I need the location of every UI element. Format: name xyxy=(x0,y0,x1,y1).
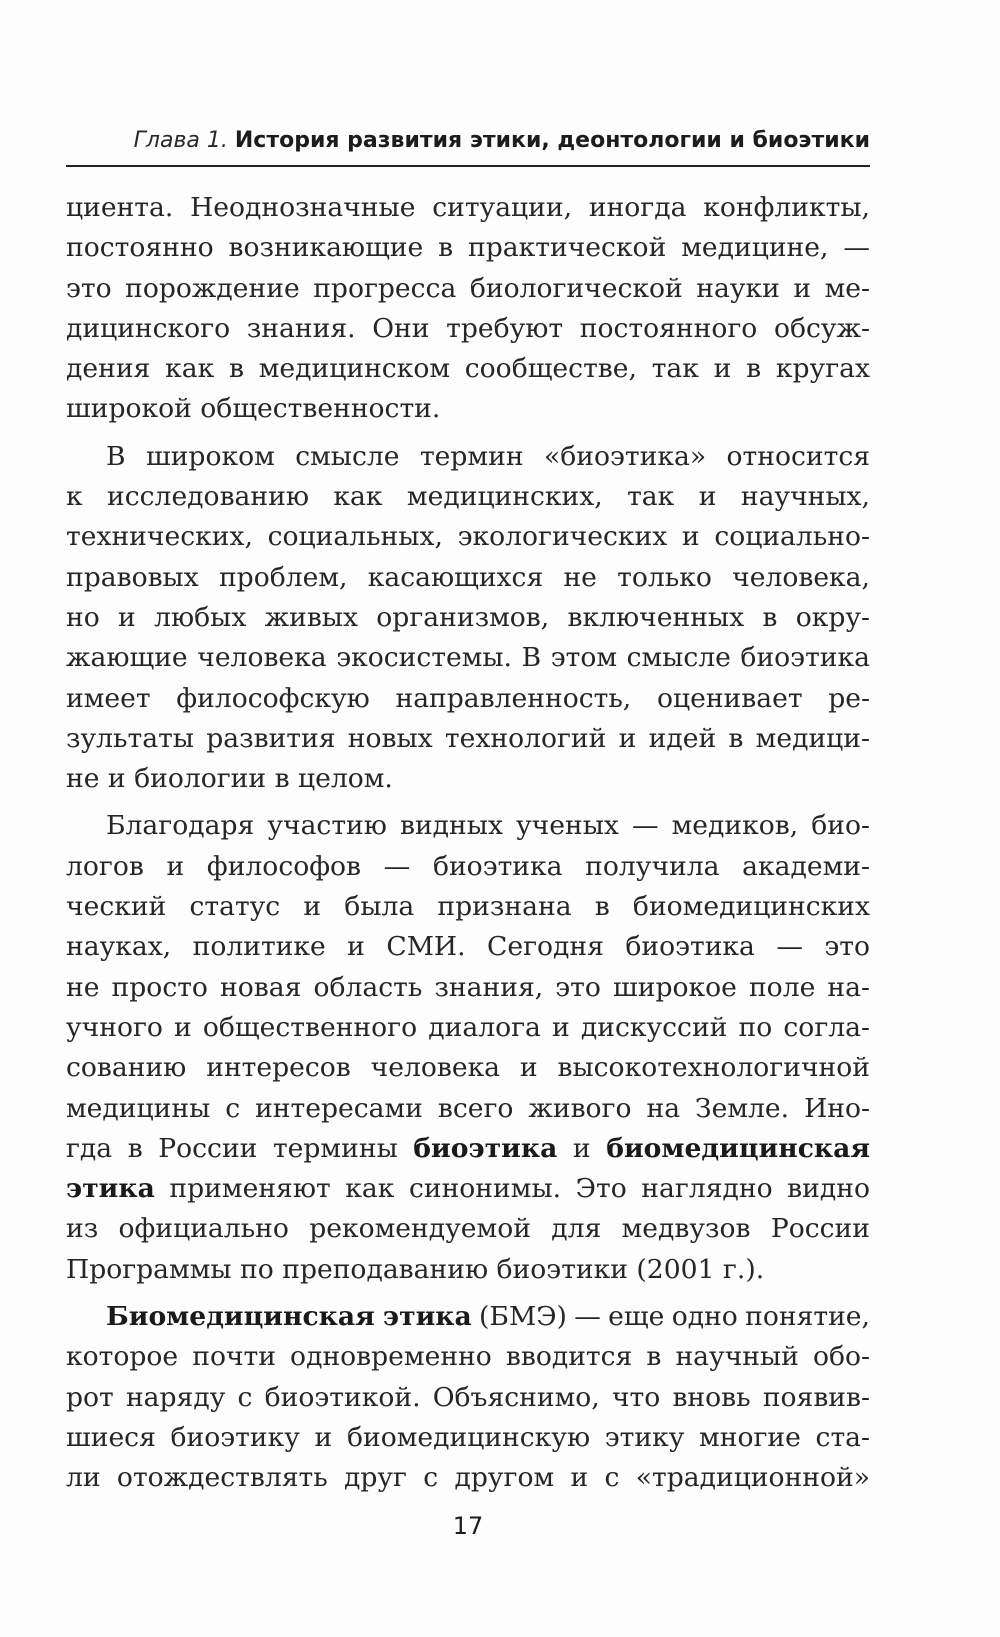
running-head xyxy=(66,128,870,153)
text-line: циента. Неоднозначные ситуации, иногда конфликты, xyxy=(66,192,870,223)
text-line: ли отождествлять друг с другом и с «традиционной» xyxy=(66,1462,870,1494)
chapter-label: Глава 1. xyxy=(133,128,228,153)
text-line: шиеся биоэтику и биомедицинскую этику многие ста- xyxy=(66,1421,870,1453)
paragraph-4 xyxy=(66,1297,870,1498)
term-biomedical: биомедицинская xyxy=(606,1132,870,1164)
text-line: учного и общественного диалога и дискуссий по согла- xyxy=(66,1011,870,1043)
paragraph-1 xyxy=(66,188,870,430)
text-line-with-term xyxy=(66,1169,870,1209)
text-line: жающие человека экосистемы. В этом смысле биоэтика xyxy=(66,642,870,674)
text-line-with-terms xyxy=(66,1129,870,1169)
paragraph-3 xyxy=(66,806,870,1290)
term-bme: Биомедицинская этика xyxy=(106,1301,472,1333)
text-run: применяют как синонимы. Это наглядно видно xyxy=(154,1173,870,1205)
text-line: но и любых живых организмов, включенных в окру- xyxy=(66,601,870,633)
text-line: имеет философскую направленность, оценивает ре- xyxy=(66,682,870,714)
text-line: науках, политике и СМИ. Сегодня биоэтика — это xyxy=(66,931,870,963)
text-line: постоянно возникающие в практической медицине, — xyxy=(66,232,870,264)
text-run: гда в России термины xyxy=(66,1132,414,1164)
paragraph-2 xyxy=(66,437,870,800)
header-rule xyxy=(66,165,870,167)
text-line: не и биологии в целом. xyxy=(66,763,393,795)
text-line: ческий статус и была признана в биомедицинских xyxy=(66,891,870,923)
term-bioethics: биоэтика xyxy=(413,1132,558,1164)
text-line: В широком смысле термин «биоэтика» относится xyxy=(106,440,870,472)
text-line: к исследованию как медицинских, так и научных, xyxy=(66,481,870,513)
chapter-title: История развития этики, деонтологии и биоэтики xyxy=(234,128,870,153)
text-line: Благодаря участию видных ученых — медиков, био- xyxy=(106,810,870,842)
text-line: дицинского знания. Они требуют постоянного обсуж- xyxy=(66,312,870,344)
text-run: и xyxy=(557,1132,607,1164)
text-line: логов и философов — биоэтика получила академи- xyxy=(66,850,870,882)
text-line: сованию интересов человека и высокотехнологичной xyxy=(66,1052,870,1084)
text-line: дения как в медицинском сообществе, так и в кругах xyxy=(66,353,870,385)
text-line: зультаты развития новых технологий и идей в медици- xyxy=(66,722,870,754)
text-line: из официально рекомендуемой для медвузов России xyxy=(66,1213,870,1245)
text-run: (БМЭ) — еще одно понятие, xyxy=(471,1301,871,1333)
text-line: технических, социальных, экологических и социально- xyxy=(66,521,870,553)
body-text xyxy=(66,188,870,1506)
text-line: правовых проблем, касающихся не только человека, xyxy=(66,561,870,593)
text-line: широкой общественности. xyxy=(66,393,441,425)
text-line: медицины с интересами всего живого на Земле. Ино- xyxy=(66,1092,870,1124)
text-line-with-term xyxy=(66,1297,870,1337)
text-line: Программы по преподаванию биоэтики (2001 г.). xyxy=(66,1253,765,1285)
text-line: которое почти одновременно вводится в научный обо- xyxy=(66,1341,870,1373)
text-line: это порождение прогресса биологической науки и ме- xyxy=(66,272,870,304)
term-ethics: этика xyxy=(66,1173,155,1205)
text-line: не просто новая область знания, это широкое поле на- xyxy=(66,971,870,1003)
page-number: 17 xyxy=(452,1512,484,1540)
text-line: рот наряду с биоэтикой. Объяснимо, что вновь появив- xyxy=(66,1381,870,1413)
